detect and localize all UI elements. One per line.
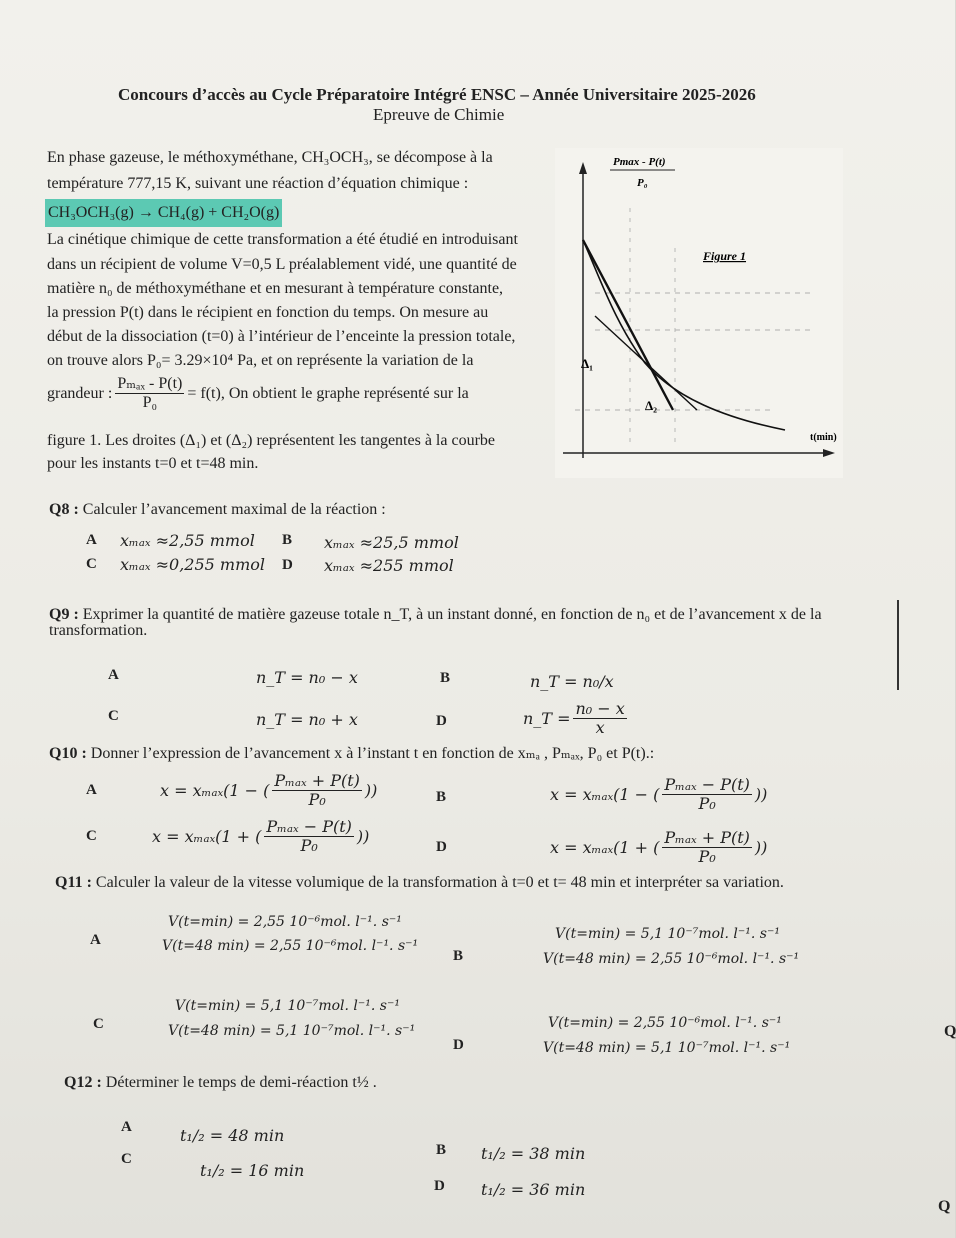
- q8-option-a-letter[interactable]: A: [86, 532, 97, 548]
- q11-option-c-v1: V(t=min) = 5,1 10⁻⁷mol. l⁻¹. s⁻¹: [175, 998, 400, 1014]
- q10-option-b-pre: x = xₘₐₓ(1 − (: [550, 785, 660, 804]
- q11-option-a-v2: V(t=48 min) = 2,55 10⁻⁶mol. l⁻¹. s⁻¹: [162, 938, 419, 954]
- intro-line-3: La cinétique chimique de cette transformation a été étudié en introduisant: [47, 231, 518, 248]
- q10-option-d-letter[interactable]: D: [436, 839, 447, 855]
- q11-option-b-letter[interactable]: B: [453, 948, 464, 964]
- q10-option-d-pre: x = xₘₐₓ(1 + (: [550, 838, 660, 857]
- exam-subtitle: Epreuve de Chimie: [373, 105, 505, 124]
- q12-option-a-letter[interactable]: A: [121, 1119, 132, 1135]
- q9-option-d-numerator: n₀ − x: [575, 699, 625, 718]
- ratio-numerator: Pₘₐₓ - P(t): [117, 375, 183, 392]
- q10-option-a-letter[interactable]: A: [86, 782, 97, 798]
- q9-option-d-denominator: x: [595, 718, 605, 737]
- q10-option-a-numerator: Pₘₐₓ + P(t): [274, 771, 360, 790]
- delta-2-label: Δ₂: [645, 398, 658, 413]
- q12-label: Q12 :: [64, 1074, 102, 1091]
- intro-line-4: dans un récipient de volume V=0,5 L préalablement vidé, une quantité de: [47, 256, 517, 273]
- q10-option-c-fraction: [264, 818, 354, 855]
- y-axis-label-numerator: Pmax - P(t): [613, 156, 666, 168]
- q11-option-c-v2: V(t=48 min) = 5,1 10⁻⁷mol. l⁻¹. s⁻¹: [168, 1023, 416, 1039]
- q12-option-b-text: t₁/₂ = 38 min: [481, 1144, 586, 1163]
- q10-option-a-post: )): [364, 781, 378, 800]
- q12-option-a-text: t₁/₂ = 48 min: [180, 1126, 285, 1145]
- q8-option-a-text: xₘₐₓ ≈2,55 mmol: [120, 531, 255, 550]
- figure-caption: Figure 1: [703, 249, 747, 263]
- q8-text: Calculer l’avancement maximal de la réaction :: [82, 501, 386, 518]
- q10-option-b-numerator: Pₘₐₓ − P(t): [664, 775, 750, 794]
- q10-option-a-expr: [160, 772, 377, 809]
- figure-1: [555, 148, 843, 478]
- q10-option-c-letter[interactable]: C: [86, 828, 97, 844]
- q10-option-d-post: )): [754, 838, 768, 857]
- intro-line-2: température 777,15 K, suivant une réaction d’équation chimique :: [47, 175, 469, 192]
- q12-option-c-text: t₁/₂ = 16 min: [200, 1161, 305, 1180]
- reaction-equation: CH₃OCH₃(g) → CH₄(g) + CH₂O(g): [45, 199, 282, 227]
- intro-line-6: la pression P(t) dans le récipient en fonction du temps. On mesure au: [47, 304, 489, 321]
- intro-line-8: on trouve alors P₀= 3.29×10⁴ Pa, et on représente la variation de la: [47, 352, 474, 369]
- q11-label: Q11 :: [55, 874, 92, 891]
- q9-option-b-letter[interactable]: B: [440, 670, 451, 686]
- q9-option-a-letter[interactable]: A: [108, 667, 119, 683]
- intro-line-10: figure 1. Les droites (Δ₁) et (Δ₂) représentent les tangentes à la courbe: [47, 432, 495, 449]
- q8-option-d-text: xₘₐₓ ≈255 mmol: [324, 556, 454, 575]
- q8-option-b-text: xₘₐₓ ≈25,5 mmol: [324, 533, 459, 552]
- intro-line-5: matière n₀ de méthoxyméthane et en mesurant à température constante,: [47, 280, 504, 297]
- q9-text: Exprimer la quantité de matière gazeuse totale n_T, à un instant donné, en fonction de n₀ et de l’avancement x de la: [82, 606, 822, 623]
- q10-option-c-denominator: P₀: [300, 836, 318, 855]
- q12-text: Déterminer le temps de demi-réaction t½ .: [105, 1074, 377, 1091]
- q11-option-d-v1: V(t=min) = 2,55 10⁻⁶mol. l⁻¹. s⁻¹: [548, 1015, 782, 1031]
- q10-option-d-fraction: [662, 829, 752, 866]
- intro-line-9-post: = f(t), On obtient le graphe représenté sur la: [187, 384, 469, 402]
- q10-option-b-expr: [550, 776, 767, 813]
- q10-option-b-fraction: [662, 776, 752, 813]
- q9-option-d-lhs: n_T =: [523, 709, 571, 728]
- q10-option-a-pre: x = xₘₐₓ(1 − (: [160, 781, 270, 800]
- q11-option-b-v1: V(t=min) = 5,1 10⁻⁷mol. l⁻¹. s⁻¹: [555, 926, 780, 942]
- q10-option-d-denominator: P₀: [698, 847, 716, 866]
- intro-line-9-pre: grandeur :: [47, 384, 113, 402]
- q10-option-c-expr: [152, 818, 369, 855]
- q10-option-d-expr: [550, 829, 767, 866]
- q8-option-d-letter[interactable]: D: [282, 557, 293, 573]
- margin-letter-q-1: Q: [944, 1023, 956, 1040]
- intro-line-7: début de la dissociation (t=0) à l’intérieur de l’enceinte la pression totale,: [47, 328, 516, 345]
- q10-text: Donner l’expression de l’avancement x à l’instant t en fonction de xₘₐ , Pₘₐₓ, P₀ et P(t).:: [90, 745, 655, 762]
- intro-line-9: [47, 375, 469, 412]
- q10-option-a-denominator: P₀: [308, 790, 326, 809]
- q10-option-b-letter[interactable]: B: [436, 789, 447, 805]
- delta-1-label: Δ₁: [581, 356, 594, 371]
- q10-option-b-denominator: P₀: [698, 794, 716, 813]
- q11-option-a-letter[interactable]: A: [90, 932, 101, 948]
- q9-option-d-text: [523, 700, 630, 737]
- q9-option-a-text: n_T = n₀ − x: [256, 668, 358, 687]
- q8-option-c-letter[interactable]: C: [86, 556, 97, 572]
- q9-text-line-2: transformation.: [49, 622, 148, 639]
- q9-option-d-fraction: [573, 700, 626, 737]
- q12-option-d-letter[interactable]: D: [434, 1178, 445, 1194]
- intro-line-11: pour les instants t=0 et t=48 min.: [47, 455, 259, 472]
- q11-text: Calculer la valeur de la vitesse volumique de la transformation à t=0 et t= 48 min et interpréter sa variation.: [95, 874, 784, 891]
- q11-option-b-v2: V(t=48 min) = 2,55 10⁻⁶mol. l⁻¹. s⁻¹: [543, 951, 800, 967]
- margin-letter-q-2: Q: [938, 1198, 951, 1215]
- q10-option-c-numerator: Pₘₐₓ − P(t): [266, 817, 352, 836]
- q8-option-c-text: xₘₐₓ ≈0,255 mmol: [120, 555, 265, 574]
- exam-title: Concours d’accès au Cycle Préparatoire Intégré ENSC – Année Universitaire 2025-2026: [118, 85, 756, 104]
- q8-option-b-letter[interactable]: B: [282, 532, 293, 548]
- q11-prompt: [55, 874, 784, 892]
- q9-option-b-text: n_T = n₀/x: [530, 672, 614, 691]
- q10-option-b-post: )): [754, 785, 768, 804]
- q12-option-d-text: t₁/₂ = 36 min: [481, 1180, 586, 1199]
- y-axis-label-denominator: P₀: [637, 177, 648, 189]
- q10-option-c-pre: x = xₘₐₓ(1 + (: [152, 827, 262, 846]
- q12-option-b-letter[interactable]: B: [436, 1142, 447, 1158]
- margin-pen-mark: [897, 600, 899, 690]
- ratio-fraction: [115, 375, 184, 412]
- q10-label: Q10 :: [49, 745, 87, 762]
- q8-prompt: [49, 501, 386, 519]
- q9-label: Q9 :: [49, 606, 79, 623]
- ratio-denominator: P₀: [142, 394, 158, 411]
- q12-prompt: [64, 1074, 377, 1092]
- q11-option-d-letter[interactable]: D: [453, 1037, 464, 1053]
- q11-option-c-letter[interactable]: C: [93, 1016, 104, 1032]
- intro-line-1: En phase gazeuse, le méthoxyméthane, CH₃OCH₃, se décompose à la: [47, 149, 493, 166]
- q10-prompt: [49, 743, 654, 763]
- figure-background: [555, 148, 843, 478]
- q10-option-d-numerator: Pₘₐₓ + P(t): [664, 828, 750, 847]
- x-axis-label: t(min): [810, 432, 837, 443]
- q9-option-d-letter[interactable]: D: [436, 713, 447, 729]
- q9-option-c-text: n_T = n₀ + x: [256, 710, 358, 729]
- q8-label: Q8 :: [49, 501, 79, 518]
- q10-option-c-post: )): [356, 827, 370, 846]
- q12-option-c-letter[interactable]: C: [121, 1151, 132, 1167]
- q10-option-a-fraction: [272, 772, 362, 809]
- q9-option-c-letter[interactable]: C: [108, 708, 119, 724]
- q9-prompt: [49, 606, 822, 624]
- q11-option-a-v1: V(t=min) = 2,55 10⁻⁶mol. l⁻¹. s⁻¹: [168, 914, 402, 930]
- q11-option-d-v2: V(t=48 min) = 5,1 10⁻⁷mol. l⁻¹. s⁻¹: [543, 1040, 791, 1056]
